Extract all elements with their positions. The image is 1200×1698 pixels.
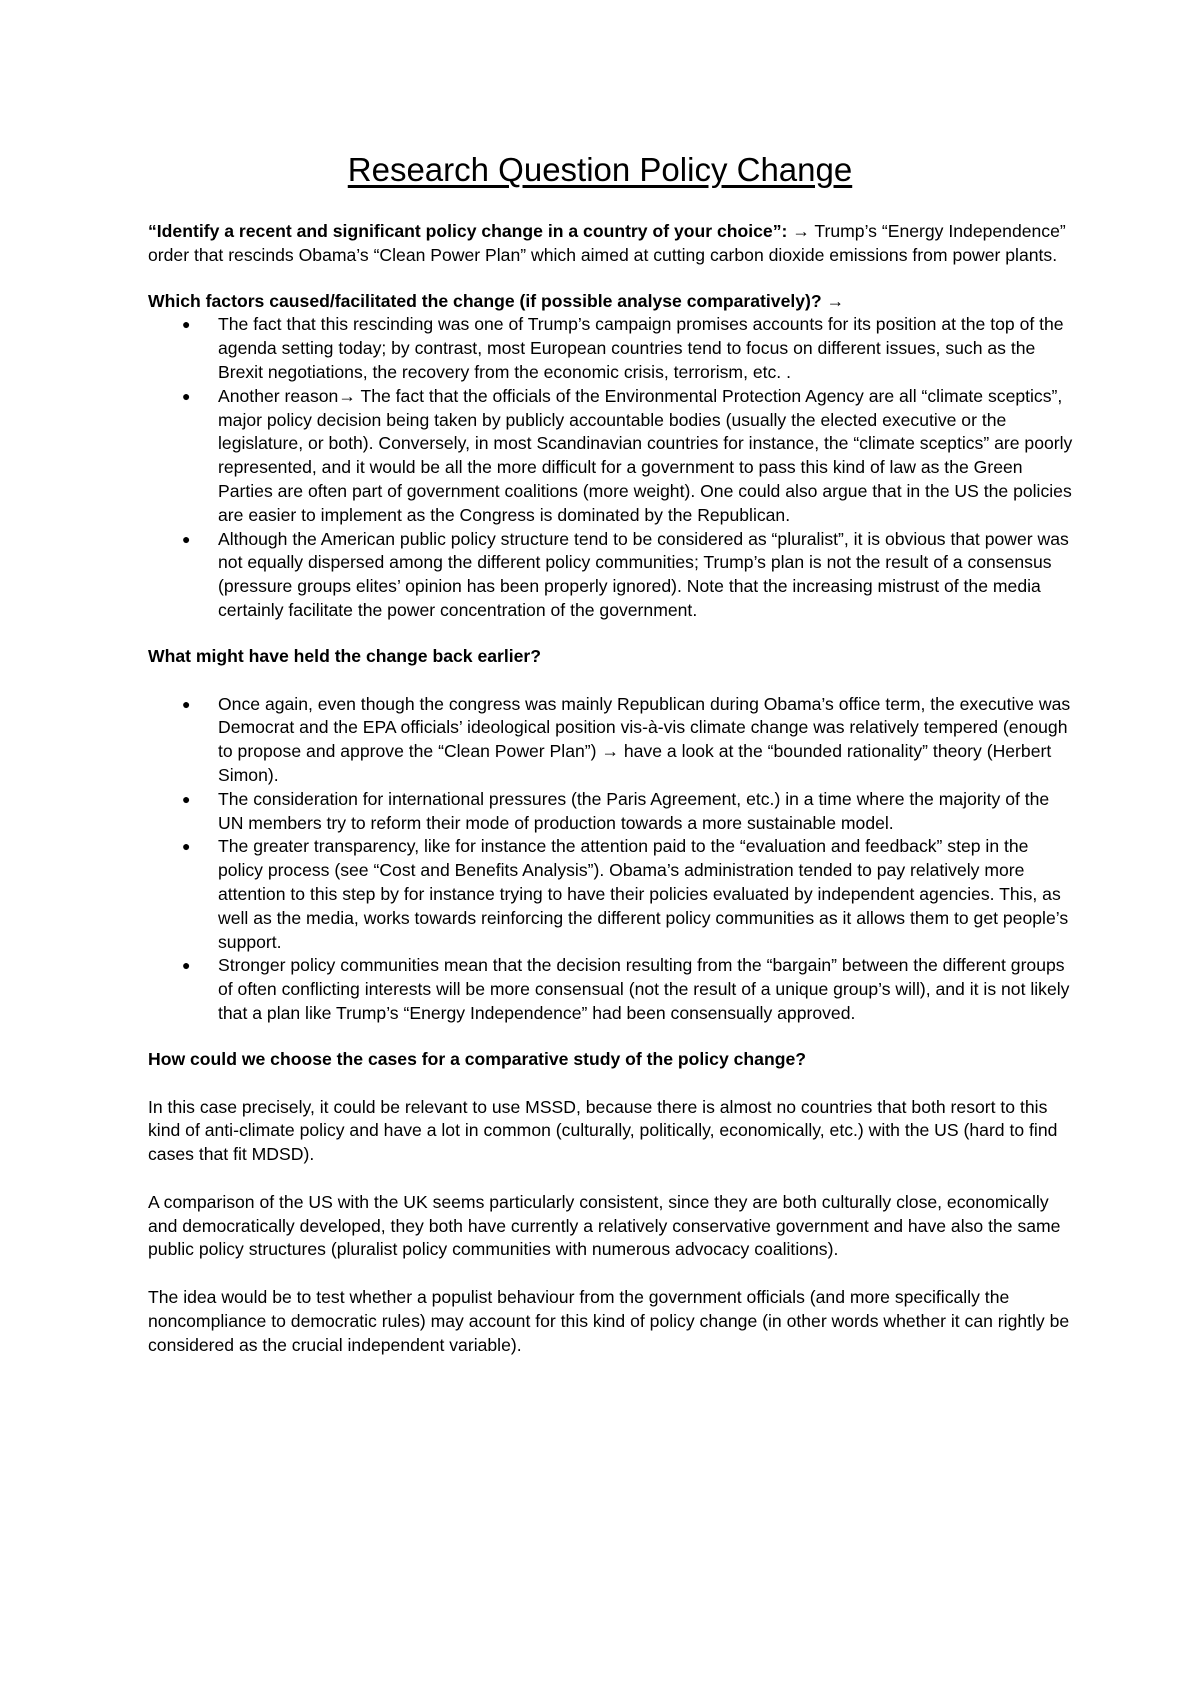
list-item: ● Stronger policy communities mean that the decision resulting from the “bargain” between the different groups of often conflicting interests will be more consensual (not the result of a unique group’s will), and it is not likely that a plan like Trump’s “Energy Independence” had been consensually approved. <box>182 955 1070 1023</box>
bullet-icon: ● <box>182 838 191 855</box>
section-1-question: “Identify a recent and significant policy change in a country of your choice”: <box>148 221 788 241</box>
bullet-icon: ● <box>182 316 191 333</box>
list-item: ● Another reason→ The fact that the officials of the Environmental Protection Agency are all “climate sceptics”, major policy decision being taken by publicly accountable bodies (usually the elected executive or the legislature, or both). Conversely, in most Scandinavian countries for instance, the “climate sceptics” are poorly represented, and it would be all the more difficult for a government to pass this kind of law as the Green Parties are often part of government coalitions (more weight). One could also argue that in the US the policies are easier to implement as the Congress is dominated by the Republican. <box>182 385 1073 525</box>
section-1-paragraph <box>148 220 1078 268</box>
bullet-icon: ● <box>182 387 191 404</box>
list-item: ● Once again, even though the congress was mainly Republican during Obama’s office term, the executive was Democrat and the EPA officials’ ideological position vis-à-vis climate change was relatively tempered (enough to propose and approve the “Clean Power Plan”) → have a look at the “bounded rationality” theory (Herbert Simon). <box>182 693 1071 785</box>
bullet-icon: ● <box>182 957 191 974</box>
section-4-paragraph-2: A comparison of the US with the UK seems particularly consistent, since they are both culturally close, economically and democratically developed, they both have currently a relatively conservative government and have also the same public policy structures (pluralist policy communities with numerous advocacy coalitions). <box>148 1191 1061 1260</box>
section-3-list <box>148 693 1078 1026</box>
bullet-icon: ● <box>182 695 191 712</box>
section-4-paragraph-1: In this case precisely, it could be relevant to use MSSD, because there is almost no countries that both resort to this kind of anti-climate policy and have a lot in common (culturally, politically, economically, etc.) with the US (hard to find cases that fit MDSD). <box>148 1096 1058 1165</box>
list-item: ● Although the American public policy structure tend to be considered as “pluralist”, it is obvious that power was not equally dispersed among the different policy communities; Trump’s plan is not the result of a consensus (pressure groups elites’ opinion has been properly ignored). Note that the increasing mistrust of the media certainly facilitate the power concentration of the government. <box>182 528 1069 620</box>
section-3-question: What might have held the change back earlier? <box>148 645 542 666</box>
list-item: ● The consideration for international pressures (the Paris Agreement, etc.) in a time where the majority of the UN members try to reform their mode of production towards a more sustainable model. <box>182 788 1050 833</box>
section-2-question: Which factors caused/facilitated the change (if possible analyse comparatively)? → <box>148 290 845 311</box>
list-item: ● The fact that this rescinding was one of Trump’s campaign promises accounts for its position at the top of the agenda setting today; by contrast, most European countries tend to focus on different issues, such as the Brexit negotiations, the recovery from the economic crisis, terrorism, etc. . <box>182 314 1064 382</box>
section-4-question: How could we choose the cases for a comparative study of the policy change? <box>148 1048 806 1069</box>
section-4-paragraph-3: The idea would be to test whether a populist behaviour from the government officials (and more specifically the noncompliance to democratic rules) may account for this kind of policy change (in other words whether it can rightly be considered as the crucial independent variable). <box>148 1287 1070 1355</box>
list-item: ● The greater transparency, like for instance the attention paid to the “evaluation and feedback” step in the policy process (see “Cost and Benefits Analysis”). Obama’s administration tended to pay relatively more attention to this step by for instance trying to have their policies evaluated by independent agencies. This, as well as the media, works towards reinforcing the different policy communities as it allows them to get people’s support. <box>182 836 1069 952</box>
bullet-icon: ● <box>182 530 191 547</box>
section-2-list <box>148 313 1078 622</box>
document-page <box>148 150 1078 1358</box>
page-title: Research Question Policy Change <box>347 151 853 188</box>
section-1-answer: → Trump’s “Energy Independence” order that rescinds Obama’s “Clean Power Plan” which aimed at cutting carbon dioxide emissions from power plants. <box>148 221 1066 265</box>
bullet-icon: ● <box>182 790 191 807</box>
